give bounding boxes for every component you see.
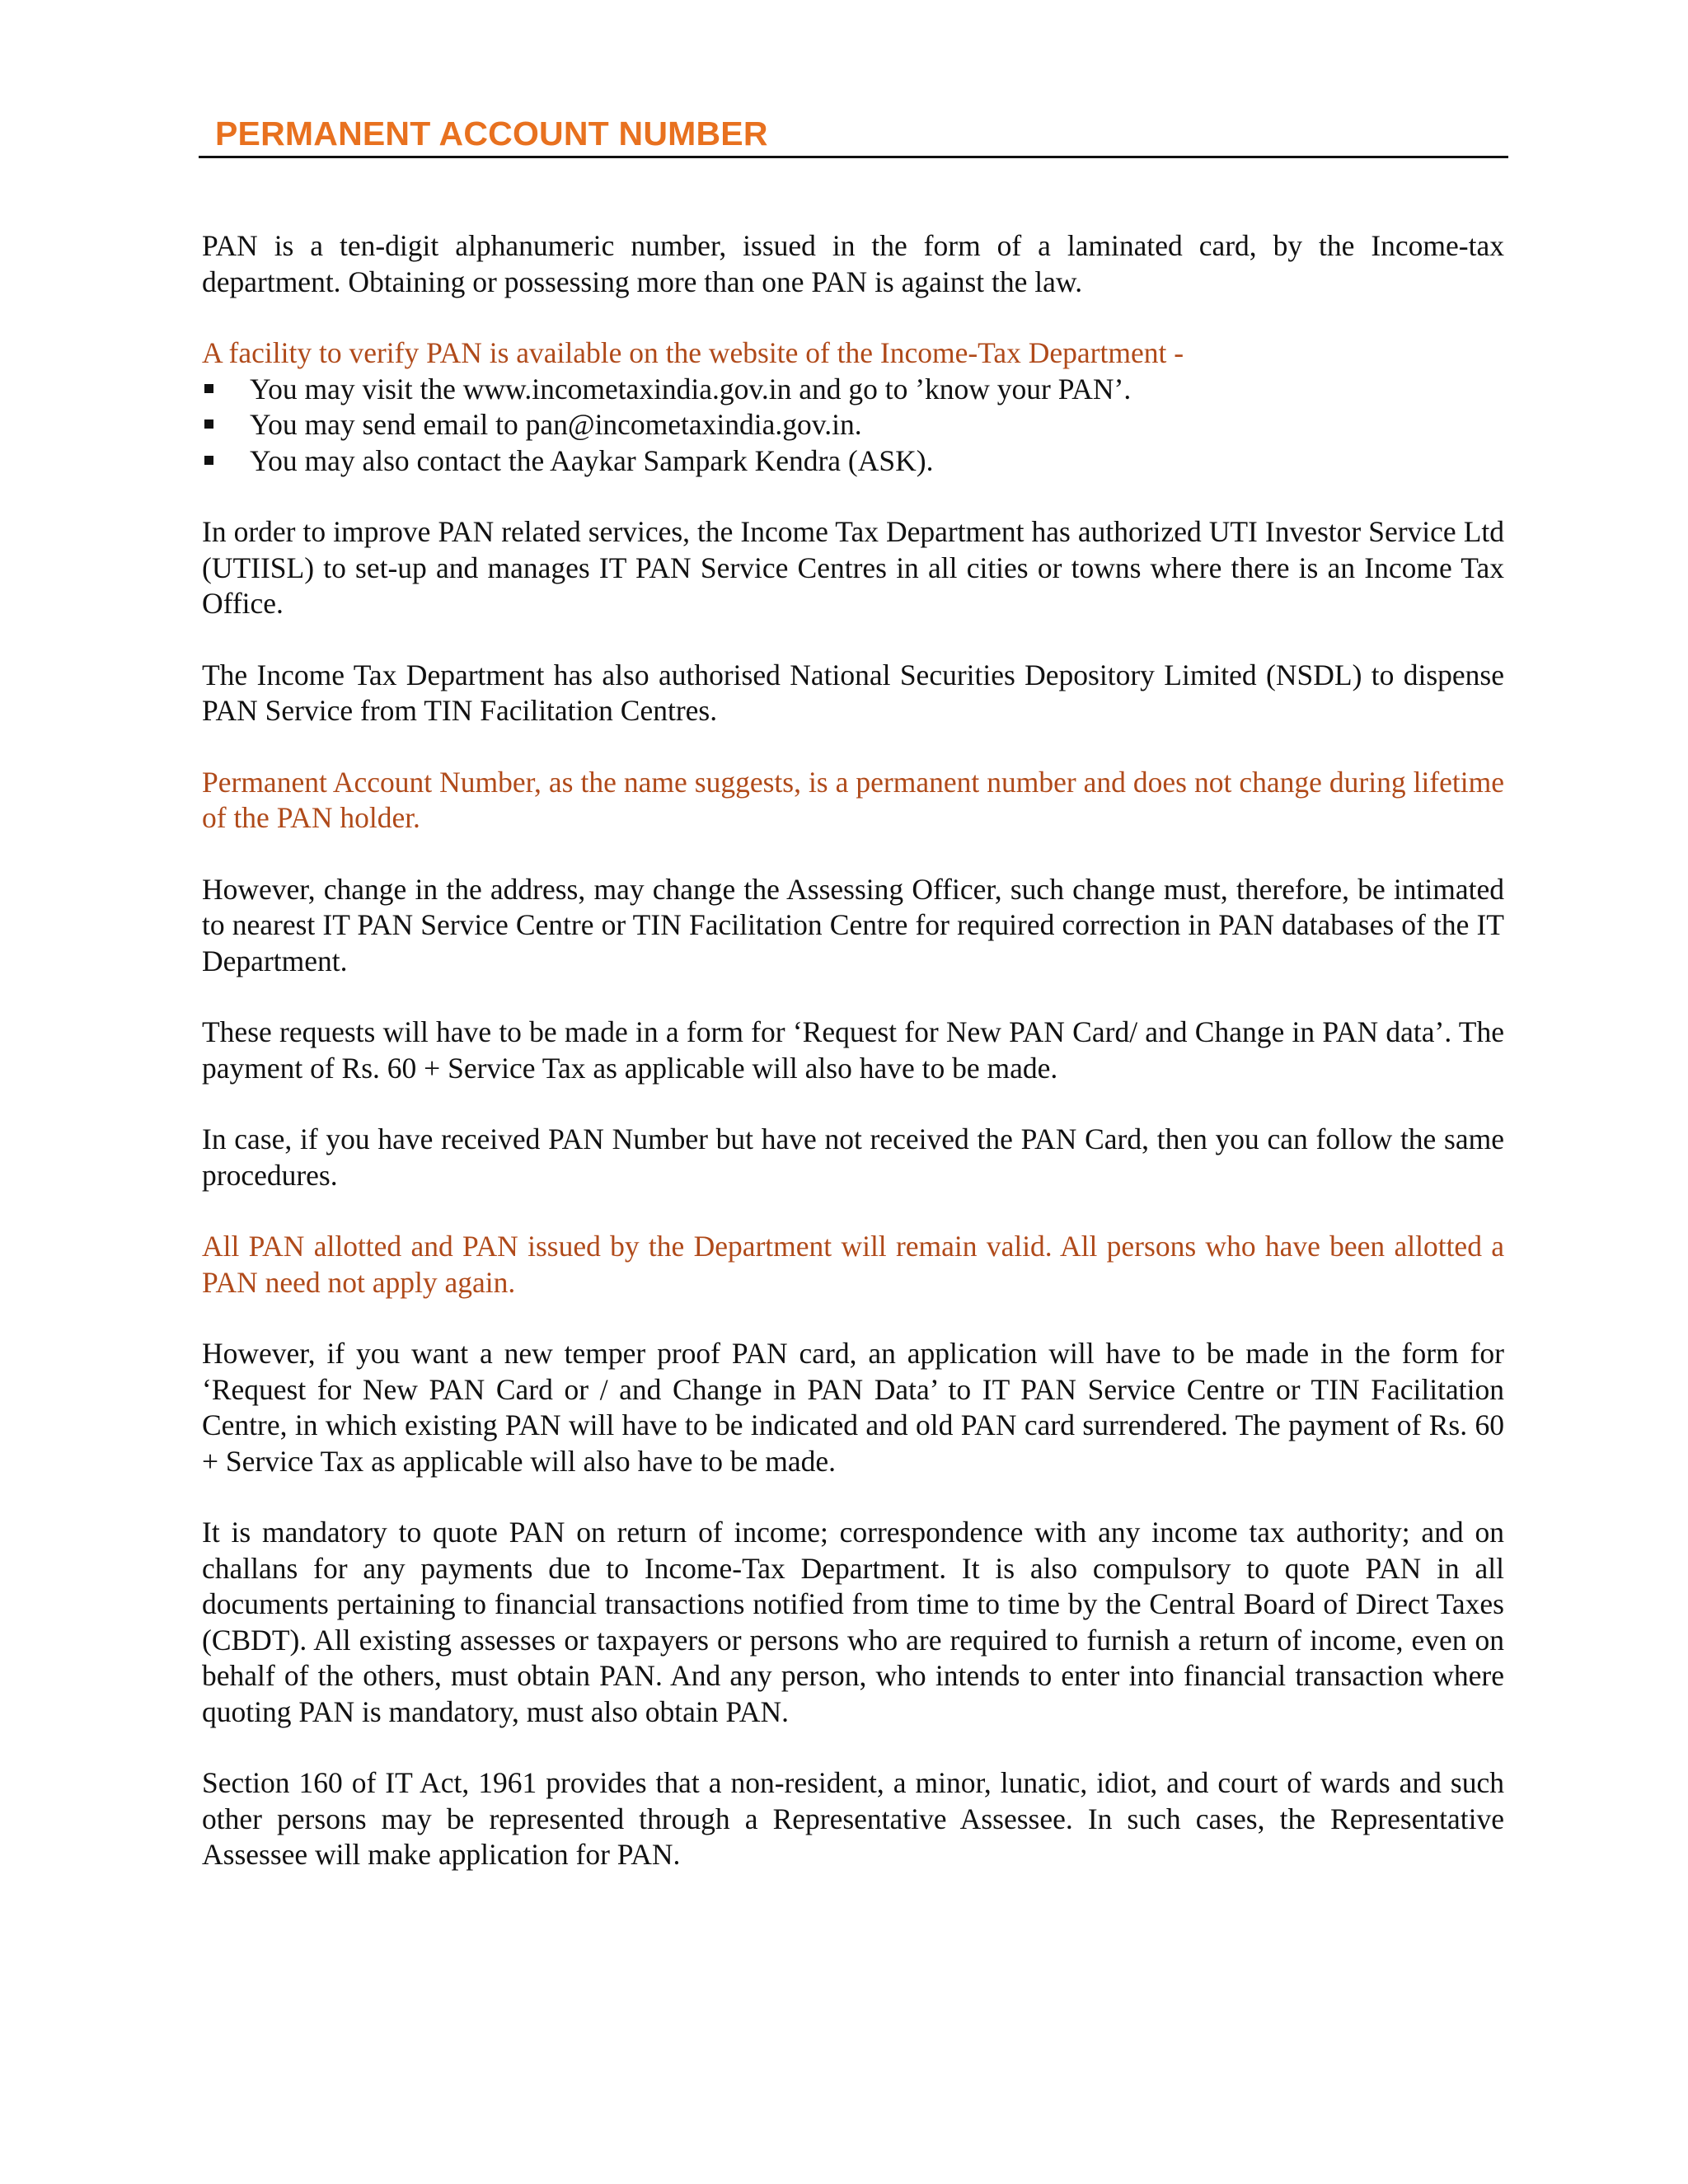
nsdl-paragraph: The Income Tax Department has also authorised National Securities Depository Limited (NSDL) to dispense PAN Service from TIN Facilitation Centres.	[202, 658, 1504, 727]
page-title: PERMANENT ACCOUNT NUMBER	[215, 115, 768, 152]
validity-note: All PAN allotted and PAN issued by the Department will remain valid. All persons who have been allotted a PAN need not apply again.	[202, 1230, 1504, 1299]
list-item	[202, 443, 1504, 480]
list-item-text: You may send email to pan@incometaxindia.gov.in.	[250, 408, 862, 441]
square-bullet-icon	[204, 456, 213, 465]
permanent-number-note: Permanent Account Number, as the name suggests, is a permanent number and does not change during lifetime of the PAN holder.	[202, 765, 1504, 834]
verify-list	[202, 372, 1504, 480]
section-160-paragraph: Section 160 of IT Act, 1961 provides that a non-resident, a minor, lunatic, idiot, and court of wards and such other persons may be represented through a Representative Assessee. In such cases, the Representative Assessee will make application for PAN.	[202, 1766, 1504, 1871]
list-item-text: You may also contact the Aaykar Sampark Kendra (ASK).	[250, 443, 934, 477]
square-bullet-icon	[204, 419, 213, 429]
request-form-paragraph: These requests will have to be made in a form for ‘Request for New PAN Card/ and Change in PAN data’. The payment of Rs. 60 + Service Tax as applicable will also have to be made.	[202, 1015, 1504, 1085]
list-item-text: You may visit the www.incometaxindia.gov.in and go to ’know your PAN’.	[250, 372, 1132, 405]
list-item	[202, 372, 1504, 408]
card-not-received-paragraph: In case, if you have received PAN Number but have not received the PAN Card, then you can follow the same procedures.	[202, 1122, 1504, 1192]
list-item	[202, 407, 1504, 443]
square-bullet-icon	[204, 384, 213, 393]
utiisl-paragraph: In order to improve PAN related services, the Income Tax Department has authorized UTI Investor Service Ltd (UTIISL) to set-up and manages IT PAN Service Centres in all cities or towns where there is an Income Tax Office.	[202, 515, 1504, 620]
verify-heading: A facility to verify PAN is available on the website of the Income-Tax Department -	[202, 336, 1184, 369]
title-divider	[199, 156, 1508, 158]
address-change-paragraph: However, change in the address, may change the Assessing Officer, such change must, therefore, be intimated to nearest IT PAN Service Centre or TIN Facilitation Centre for required correction in PAN databases of the IT Department.	[202, 872, 1504, 977]
new-card-paragraph: However, if you want a new temper proof PAN card, an application will have to be made in the form for ‘Request for New PAN Card or / and Change in PAN Data’ to IT PAN Service Centre or TIN Facilitation Centre, in which existing PAN will have to be indicated and old PAN card surrendered. The payment of Rs. 60 + Service Tax as applicable will also have to be made.	[202, 1337, 1504, 1478]
document-body	[202, 228, 1504, 1909]
intro-paragraph: PAN is a ten-digit alphanumeric number, issued in the form of a laminated card, by the Income-tax department. Obtaining or possessing more than one PAN is against the law.	[202, 229, 1504, 298]
mandatory-quote-paragraph: It is mandatory to quote PAN on return of income; correspondence with any income tax authority; and on challans for any payments due to Income-Tax Department. It is also compulsory to quote PAN in all documents pertaining to financial transactions notified from time to time by the Central Board of Direct Taxes (CBDT). All existing assesses or taxpayers or persons who are required to furnish a return of income, even on behalf of the others, must obtain PAN. And any person, who intends to enter into financial transaction where quoting PAN is mandatory, must also obtain PAN.	[202, 1516, 1504, 1728]
